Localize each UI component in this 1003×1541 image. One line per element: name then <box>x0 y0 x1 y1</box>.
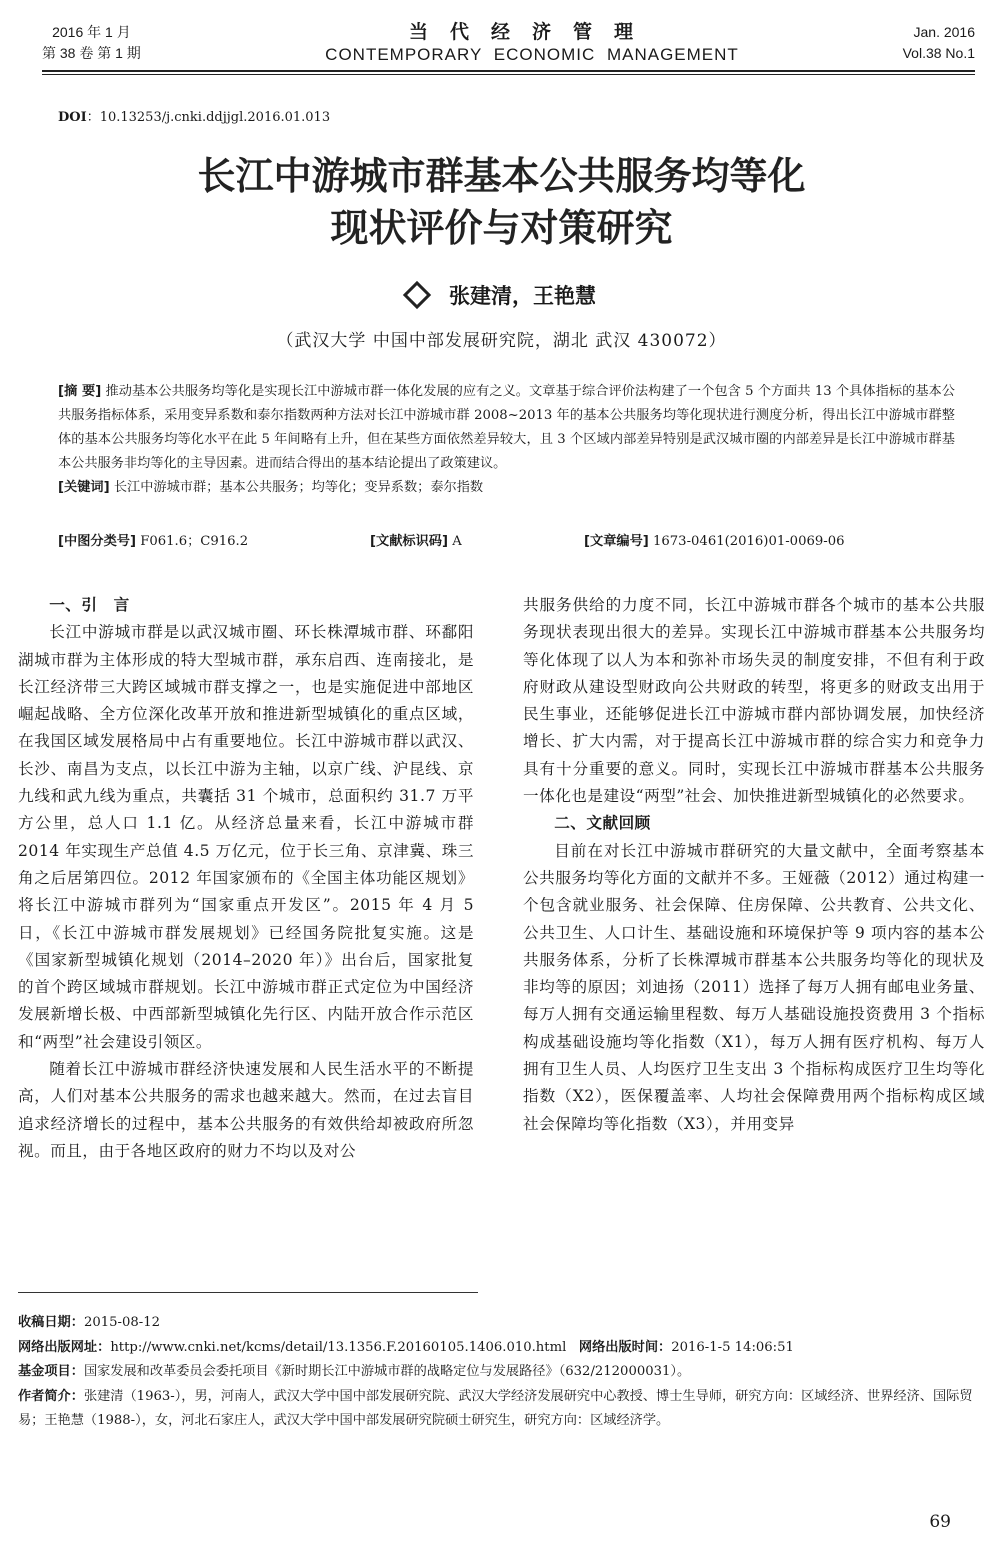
paragraph: 随着长江中游城市群经济快速发展和人民生活水平的不断提高，人们对基本公共服务的需求也越来越大。然而，在过去盲目追求经济增长的过程中，基本公共服务的有效供给却被政府所忽视。而且，由于各地区政府的财力不均以及对公 <box>18 1060 474 1160</box>
header-rule-thick <box>42 70 975 72</box>
header-rule-thin <box>42 74 975 75</box>
volume-issue-en: Vol.38 No.1 <box>902 45 975 61</box>
online-publication <box>18 1336 975 1361</box>
body-column-right <box>523 592 985 1138</box>
author-bio <box>18 1385 975 1434</box>
footnote-rule <box>18 1292 478 1293</box>
fund-info <box>18 1360 975 1385</box>
art-value: 1673-0461(2016)01-0069-06 <box>653 534 845 549</box>
doi-value[interactable]: ：10.13253/j.cnki.ddjjgl.2016.01.013 <box>86 110 331 125</box>
title-line-2: 现状评价与对策研究 <box>330 206 673 250</box>
keywords-text: 长江中游城市群；基本公共服务；均等化；变异系数；泰尔指数 <box>113 480 484 495</box>
keywords-label: [关键词] <box>58 480 110 495</box>
diamond-icon <box>403 281 431 309</box>
paragraph-continued: 共服务供给的力度不同，长江中游城市群各个城市的基本公共服务现状表现出很大的差异。实现长江中游城市群基本公共服务均等化体现了以人为本和弥补市场失灵的制度安排，不但有利于政府财政从建设型财政向公共财政的转型，将更多的财政支出用于民生事业，还能够促进长江中游城市群内部协调发展，加快经济增长、扩大内需，对于提高长江中游城市群的综合实力和竞争力具有十分重要的意义。同时，实现长江中游城市群基本公共服务一体化也是建设“两型”社会、加快推进新型城镇化的必然要求。 <box>523 596 985 806</box>
paragraph: 长江中游城市群是以武汉城市圈、环长株潭城市群、环鄱阳湖城市群为主体形成的特大型城市群，承东启西、连南接北，是长江经济带三大跨区域城市群支撑之一，也是实施促进中部地区崛起战略、全方位深化改革开放和推进新型城镇化的重点区域，在我国区域发展格局中占有重要地位。长江中游城市群以武汉、长沙、南昌为支点，以长江中游为主轴，以京广线、沪昆线、京九线和武九线为重点，共囊括 31 个城市，总面积约 31.7 万平方公里，总人口 1.1 亿。从经济总量来看，长江中游城市群 2014 年实现生产总值 4.5 万亿元，位于长三角、京津冀、珠三角之后居第四位。2012 年国家颁布的《全国主体功能区规划》将长江中游城市群列为“国家重点开发区”。2015 年 4 月 5 日，《长江中游城市群发展规划》已经国务院批复实施。这是《国家新型城镇化规划（2014–2020 年）》出台后，国家批复的首个跨区域城市群规划。长江中游城市群正式定位为中国经济发展新增长极、中西部新型城镇化先行区、内陆开放合作示范区和“两型”社会建设引领区。 <box>18 623 474 1051</box>
page-number: 69 <box>929 1512 951 1532</box>
journal-name <box>292 20 772 66</box>
author-bio-label: 作者简介： <box>18 1388 84 1404</box>
received-label: 收稿日期： <box>18 1315 84 1330</box>
issue-date: 2016 年 1 月 <box>52 24 131 40</box>
authors <box>0 280 1003 310</box>
abstract-label: [摘 要] <box>58 384 102 399</box>
issue-date-cn <box>42 22 141 64</box>
clc-code <box>58 530 248 549</box>
doc-value: A <box>452 534 462 549</box>
pubtime-value: 2016-1-5 14:06:51 <box>671 1339 794 1355</box>
journal-name-cn: 当代经济管理 <box>408 21 655 43</box>
issue-month-en: Jan. 2016 <box>913 24 975 40</box>
body-column-left <box>18 592 474 1165</box>
affiliation: （武汉大学 中国中部发展研究院，湖北 武汉 430072） <box>276 331 727 351</box>
abstract-text: 推动基本公共服务均等化是实现长江中游城市群一体化发展的应有之义。文章基于综合评价法构建了一个包含 5 个方面共 13 个具体指标的基本公共服务指标体系，采用变异系数和泰尔指数两种方法对长江中游城市群 2008~2013 年的基本公共服务均等化现状进行测度分析，得出长江中游城市群整体的基本公共服务均等化水平在此 5 年间略有上升，但在某些方面依然差异较大，且 3 个区域内部差异特别是武汉城市圈的内部差异是长江中游城市群基本公共服务非均等化的主导因素。进而结合得出的基本结论提出了政策建议。 <box>58 384 955 471</box>
url-link[interactable]: http://www.cnki.net/kcms/detail/13.1356.F.20160105.1406.010.html <box>110 1339 567 1355</box>
keywords <box>58 476 955 500</box>
url-label: 网络出版网址： <box>18 1339 111 1355</box>
title-line-1: 长江中游城市群基本公共服务均等化 <box>197 154 806 198</box>
received-date <box>18 1311 975 1336</box>
article-title <box>0 150 1003 254</box>
pubtime-label: 网络出版时间： <box>578 1339 672 1355</box>
section-heading-intro: 一、引 言 <box>49 596 130 614</box>
volume-issue-cn: 第 38 卷 第 1 期 <box>42 45 141 61</box>
art-label: [文章编号] <box>584 534 649 549</box>
fund-value: 国家发展和改革委员会委托项目《新时期长江中游城市群的战略定位与发展路径》（632/212000031）。 <box>83 1364 691 1379</box>
fund-label: 基金项目： <box>18 1364 84 1379</box>
author-names: 张建清，王艳慧 <box>449 284 596 308</box>
journal-header <box>42 18 975 73</box>
issue-date-en <box>903 22 975 64</box>
abstract-block <box>58 380 955 500</box>
paragraph: 目前在对长江中游城市群研究的大量文献中，全面考察基本公共服务均等化方面的文献并不多。王娅薇（2012）通过构建一个包含就业服务、社会保障、住房保障、公共教育、公共文化、公共卫生、人口计生、基础设施和环境保护等 9 项内容的基本公共服务体系，分析了长株潭城市群基本公共服务均等化的现状及非均等的原因；刘迪扬（2011）选择了每万人拥有邮电业务量、每万人拥有交通运输里程数、每万人基础设施投资费用 3 个指标构成基础设施均等化指数（X1），每万人拥有医疗机构、每万人拥有卫生人员、人均医疗卫生支出 3 个指标构成医疗卫生均等化指数（X2），医保覆盖率、人均社会保障费用两个指标构成区域社会保障均等化指数（X3），并用变异 <box>523 841 985 1133</box>
abstract <box>58 380 955 476</box>
clc-value: F061.6；C916.2 <box>140 534 249 549</box>
author-bio-text: 张建清（1963-），男，河南人，武汉大学中国中部发展研究院、武汉大学经济发展研究中心教授、博士生导师，研究方向：区域经济、世界经济、国际贸易；王艳慧（1988-），女，河北石家庄人，武汉大学中国中部发展研究院硕士研究生，研究方向：区域经济学。 <box>18 1388 973 1428</box>
article-number <box>584 530 844 549</box>
footnotes <box>18 1311 975 1434</box>
received-value: 2015-08-12 <box>83 1315 160 1330</box>
section-heading-literature: 二、文献回顾 <box>554 814 651 833</box>
doi <box>58 106 330 125</box>
doi-label: DOI <box>58 110 87 125</box>
doc-label: [文献标识码] <box>370 534 448 549</box>
journal-name-en: CONTEMPORARY ECONOMIC MANAGEMENT <box>325 45 739 64</box>
clc-label: [中图分类号] <box>58 534 136 549</box>
doc-code <box>370 530 462 549</box>
